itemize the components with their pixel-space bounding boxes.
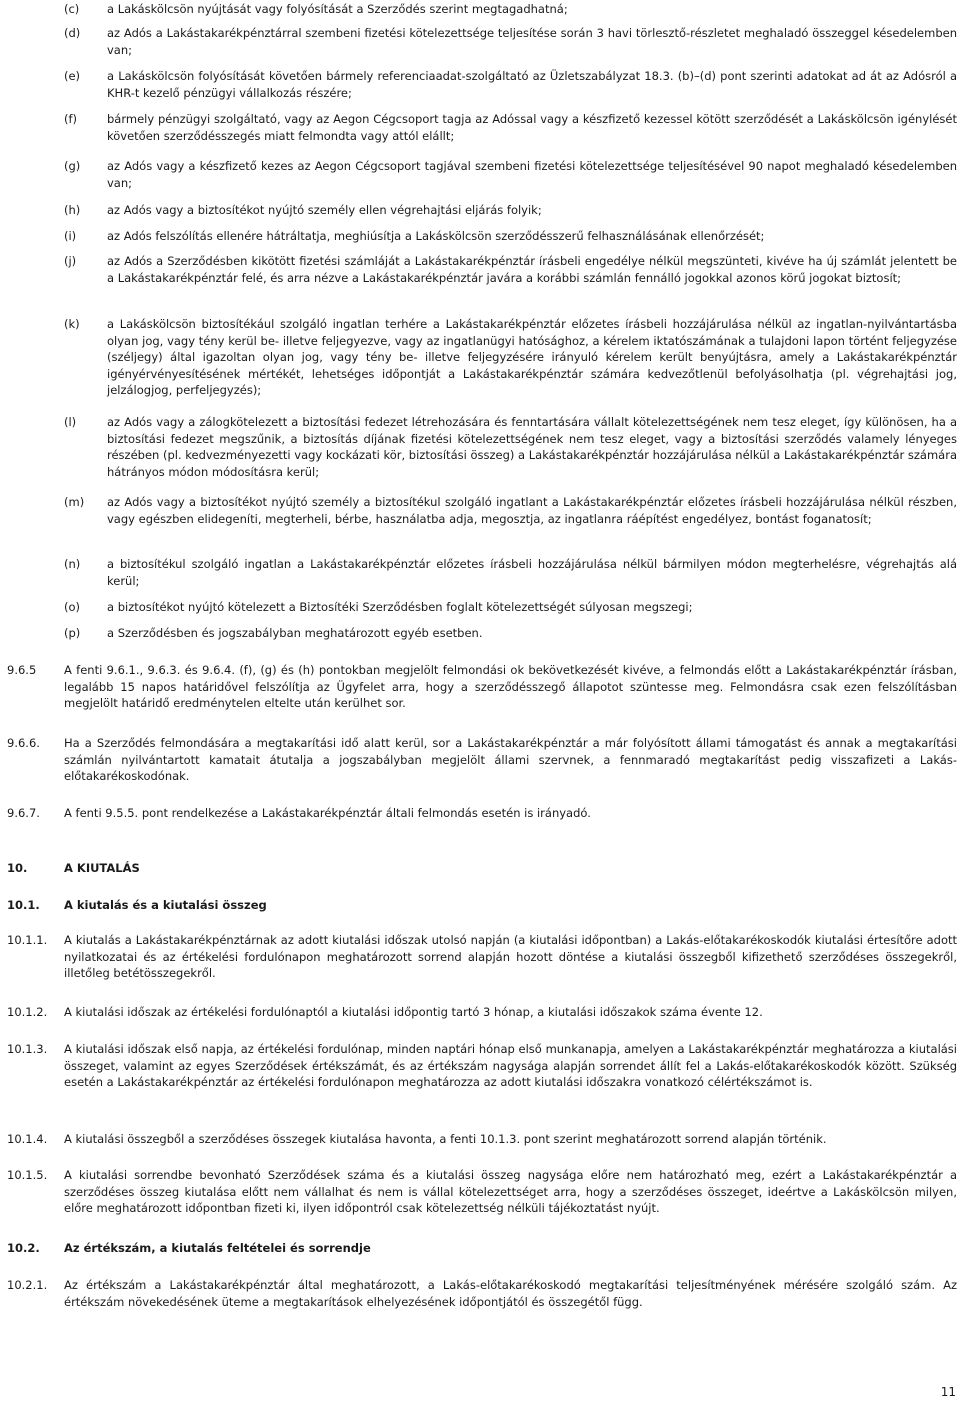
list-item-label: (h) (64, 203, 81, 217)
list-item-label: (p) (64, 626, 81, 640)
list-item-text: az Adós a Szerződésben kikötött fizetési számláját a Lakástakarékpénztár írásbeli engedélye nélkül megszünteti, kivéve ha új számlát jelentett be a Lakástakarékpénztár felé, és arra nézve a Lakástakarékpénztár javára a korábbi számlán fennálló jogokkal azonos körű jogokat biztosít; (107, 254, 957, 285)
paragraph-number: 9.6.5 (7, 663, 37, 677)
list-item-label: (g) (64, 159, 81, 173)
list-item-label: (m) (64, 495, 85, 509)
paragraph-number: 9.6.6. (7, 736, 40, 750)
list-item-text: a biztosítékot nyújtó kötelezett a Biztosítéki Szerződésben foglalt kötelezettségét súlyosan megszegi; (107, 600, 693, 614)
paragraph-number: 10.1.2. (7, 1005, 48, 1019)
paragraph-text: Ha a Szerződés felmondására a megtakarítási idő alatt kerül, sor a Lakástakarékpénztár a már folyósított állami támogatást és annak a megtakarítási számlán nyilvántartott kamatait átutalja a jogszabályban megjelölt állami szervnek, a fennmaradó megtakarítást pedig visszafizeti a Lakás-előtakarékoskodónak. (64, 736, 957, 783)
list-item-text: az Adós vagy a zálogkötelezett a biztosítási fedezet létrehozására és fenntartására vállalt kötelezettségének nem tesz eleget, így különösen, ha a biztosítási fedezet megszűnik, a biztosítás díjának fizetési kötelezettségének nem tesz eleget, vagy a biztosítási szerződés valamely lényeges részében (pl. kedvezményezetti vagy kockázati kör, biztosítási összeg) a Lakástakarékpénztár hozzájárulása nélkül a Lakástakarékpénztár számára hátrányos módon módosításra kerül; (107, 415, 957, 479)
list-item-label: (k) (64, 317, 80, 331)
list-item-text: az Adós felszólítás ellenére hátráltatja, meghiúsítja a Lakáskölcsön szerződésszerű felhasználásának ellenőrzését; (107, 229, 765, 243)
list-item-label: (l) (64, 415, 77, 429)
section-title: A kiutalás és a kiutalási összeg (64, 898, 267, 912)
paragraph-number: 10.1.4. (7, 1132, 48, 1146)
list-item-label: (d) (64, 26, 81, 40)
list-item-text: az Adós a Lakástakarékpénztárral szembeni fizetési kötelezettsége teljesítése során 3 havi törlesztő-részletet meghaladó összeggel késedelemben van; (107, 26, 957, 57)
paragraph-text: A kiutalási összegből a szerződéses összegek kiutalása havonta, a fenti 10.1.3. pont szerint meghatározott sorrend alapján történik. (64, 1132, 827, 1146)
list-item-text: az Adós vagy a biztosítékot nyújtó személy ellen végrehajtási eljárás folyik; (107, 203, 542, 217)
list-item-label: (o) (64, 600, 81, 614)
list-item-text: a Lakáskölcsön nyújtását vagy folyósítását a Szerződés szerint megtagadhatná; (107, 2, 568, 16)
list-item-label: (e) (64, 69, 81, 83)
paragraph-number: 10.1.3. (7, 1042, 48, 1056)
list-item-label: (f) (64, 112, 78, 126)
paragraph-number: 9.6.7. (7, 806, 40, 820)
section-number: 10. (7, 861, 28, 875)
list-item-label: (c) (64, 2, 80, 16)
paragraph-text: A fenti 9.6.1., 9.6.3. és 9.6.4. (f), (g) és (h) pontokban megjelölt felmondási ok bekövetkezését kivéve, a felmondás előtt a Lakástakarékpénztár írásban, legalább 15 napos határidővel felszólítja az Ügyfelet arra, hogy a szerződésszegő állapotot szüntesse meg. Felmondásra csak ezen felszólításban megjelölt határidő eredménytelen eltelte után kerülhet sor. (64, 663, 957, 710)
list-item-label: (n) (64, 557, 81, 571)
paragraph-text: A kiutalási sorrendbe bevonható Szerződések száma és a kiutalási összeg nagysága előre nem határozható meg, ezért a Lakástakarékpénztár a szerződéses összeg kiutalása előtt nem vállalhat és nem is vállal kötelezettséget arra, hogy a szerződéses összeget, ideértve a Lakáskölcsön milyen, előre meghatározott időpontban fizeti ki, ilyen időpontról csak kötelezettség nélküli tájékoztatást nyújt. (64, 1168, 957, 1215)
paragraph-text: A kiutalási időszak az értékelési fordulónaptól a kiutalási időpontig tartó 3 hónap, a kiutalási időszakok száma évente 12. (64, 1005, 763, 1019)
paragraph-text: A kiutalási időszak első napja, az értékelési fordulónap, minden naptári hónap első munkanapja, amelyen a Lakástakarékpénztár meghatározza a kiutalási összeget, valamint az egyes Szerződések értékszámát, és az értékszám nagysága alapján sorrendet állít fel a Lakás-előtakarékoskodók között. Szükség esetén a Lakástakarékpénztár az értékelési fordulónapon meghatározza az adott kiutalási időszakra vonatkozó célértékszámot is. (64, 1042, 957, 1089)
section-title: A KIUTALÁS (64, 861, 140, 875)
list-item-text: a biztosítékul szolgáló ingatlan a Lakástakarékpénztár előzetes írásbeli hozzájárulása nélkül bármilyen módon megterhelésre, végrehajtás alá kerül; (107, 557, 957, 588)
list-item-text: a Lakáskölcsön biztosítékául szolgáló ingatlan terhére a Lakástakarékpénztár előzetes írásbeli hozzájárulása nélkül az ingatlan-nyilvántartásba olyan jog, vagy tény kerül be- illetve feljegyezve, vagy az ingatlanügyi hatósághoz, a kérelem iktatószámának a tulajdoni lapon történt feljegyzése (széljegy) által igazoltan olyan jog, vagy tény be- illetve feljegyzésére irányuló kérelem került benyújtásra, amely a Lakástakarékpénztár igényérvényesítésének mértékét, lehetséges időpontját a Lakástakarékpénztár számára kedvezőtlenül befolyásolhatja (pl. végrehajtási jog, jelzálogjog, perfeljegyzés); (107, 317, 957, 397)
section-title: Az értékszám, a kiutalás feltételei és sorrendje (64, 1241, 371, 1255)
paragraph-text: A fenti 9.5.5. pont rendelkezése a Lakástakarékpénztár általi felmondás esetén is irányadó. (64, 806, 591, 820)
page-number: 11 (940, 1385, 956, 1399)
list-item-text: a Lakáskölcsön folyósítását követően bármely referenciaadat-szolgáltató az Üzletszabályzat 18.3. (b)–(d) pont szerinti adatokat ad át az Adósról a KHR-t kezelő pénzügyi vállalkozás részére; (107, 69, 957, 100)
list-item-label: (j) (64, 254, 77, 268)
list-item-label: (i) (64, 229, 77, 243)
list-item-text: az Adós vagy a készfizető kezes az Aegon Cégcsoport tagjával szembeni fizetési kötelezettsége teljesítésével 90 napot meghaladó késedelemben van; (107, 159, 957, 190)
paragraph-number: 10.1.5. (7, 1168, 48, 1182)
paragraph-number: 10.2.1. (7, 1278, 48, 1292)
list-item-text: a Szerződésben és jogszabályban meghatározott egyéb esetben. (107, 626, 483, 640)
section-number: 10.2. (7, 1241, 40, 1255)
section-number: 10.1. (7, 898, 40, 912)
paragraph-text: A kiutalás a Lakástakarékpénztárnak az adott kiutalási időszak utolsó napján (a kiutalási időpontban) a Lakás-előtakarékoskodók kiutalási értesítőre adott nyilatkozatai és az értékelési fordulónapon meghatározott sorrend alapján hozott döntése a kiutalási összegből kifizethető szerződéses összegekről, illetőleg betétösszegekről. (64, 933, 957, 980)
paragraph-number: 10.1.1. (7, 933, 48, 947)
paragraph-text: Az értékszám a Lakástakarékpénztár által meghatározott, a Lakás-előtakarékoskodó megtakarítási teljesítményének mérésére szolgáló szám. Az értékszám növekedésének üteme a megtakarítások elhelyezésének időpontjától és összegétől függ. (64, 1278, 957, 1309)
list-item-text: az Adós vagy a biztosítékot nyújtó személy a biztosítékul szolgáló ingatlant a Lakástakarékpénztár előzetes írásbeli hozzájárulása nélkül részben, vagy egészben elidegeníti, megterheli, bérbe, használatba adja, megosztja, az ingatlanra ráépítést engedélyez, bontást foganatosít; (107, 495, 957, 526)
list-item-text: bármely pénzügyi szolgáltató, vagy az Aegon Cégcsoport tagja az Adóssal vagy a készfizető kezessel kötött szerződését a Lakáskölcsön igénylését követően szerződésszegés miatt felmondta vagy attól elállt; (107, 112, 957, 143)
